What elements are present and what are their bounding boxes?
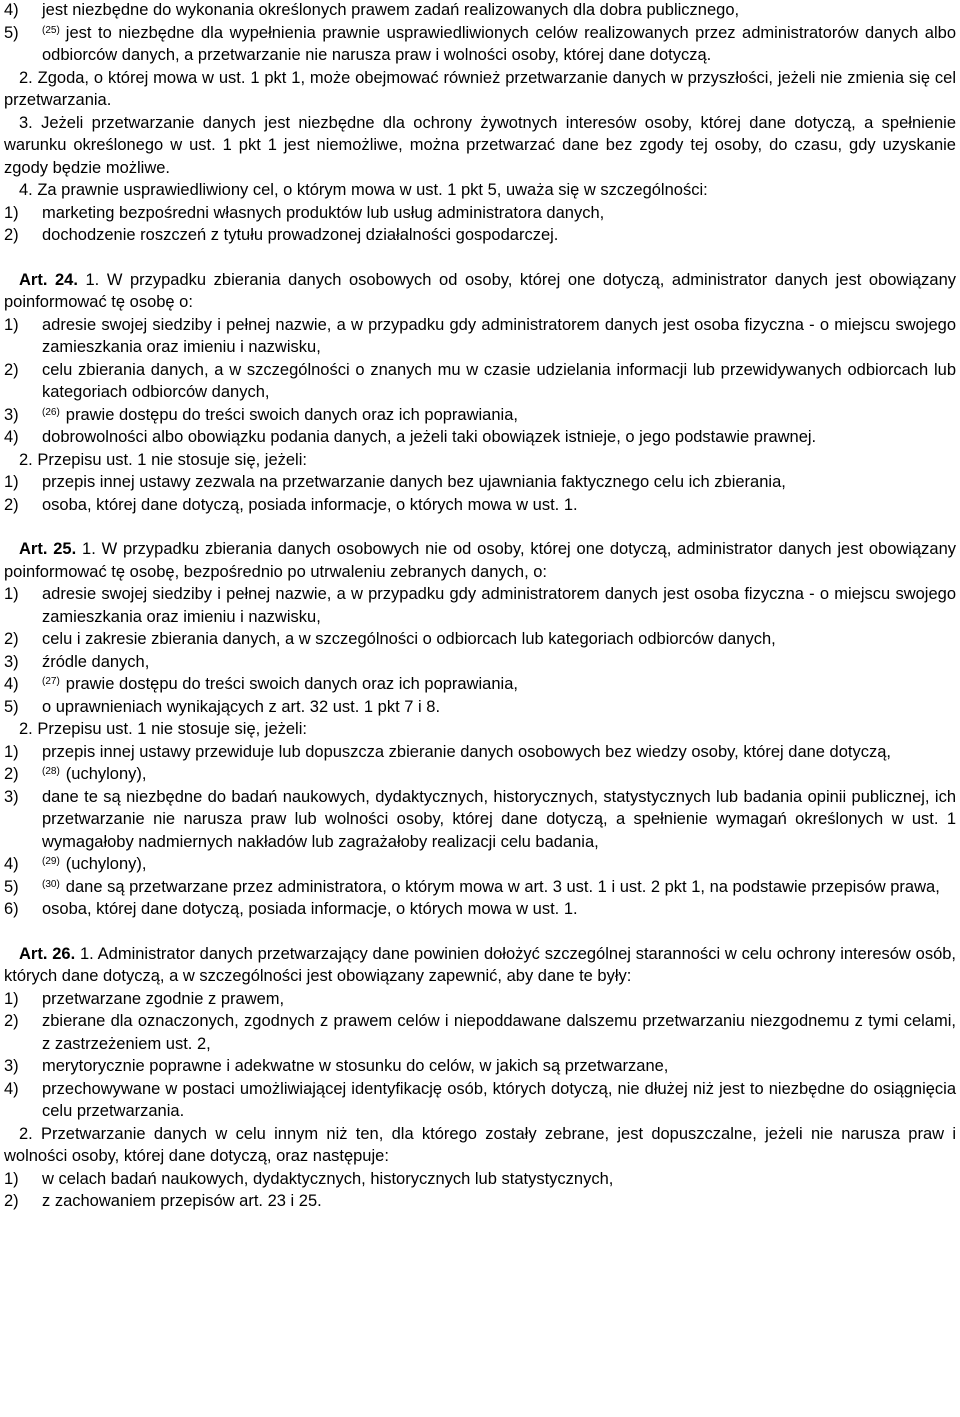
item-number: 1) <box>4 1169 19 1188</box>
item-number: 3) <box>4 652 19 671</box>
list-item <box>4 898 956 921</box>
list-item <box>4 404 956 427</box>
paragraph: 3. Jeżeli przetwarzanie danych jest niezbędne dla ochrony żywotnych interesów osoby, której dane dotyczą, a spełnienie warunku określonego w ust. 1 pkt 1 jest niemożliwe, można przetwarzać dane bez zgody tej osoby, do czasu, gdy uzyskanie zgody będzie możliwe. <box>4 113 956 177</box>
item-number: 1) <box>4 315 19 334</box>
document-page <box>4 0 956 1213</box>
item-text: marketing bezpośredni własnych produktów lub usług administratora danych, <box>42 203 605 222</box>
list-item <box>4 224 956 247</box>
footnote-ref: (29) <box>42 856 60 867</box>
item-text: źródle danych, <box>42 652 150 671</box>
item-number: 5) <box>4 697 19 716</box>
list-item <box>4 741 956 764</box>
item-text: zbierane dla oznaczonych, zgodnych z prawem celów i niepoddawane dalszemu przetwarzaniu niezgodnemu z tymi celami, z zastrzeżeniem ust. 2, <box>42 1012 956 1053</box>
item-text: dochodzenie roszczeń z tytułu prowadzonej działalności gospodarczej. <box>42 226 559 244</box>
list-item <box>4 988 956 1011</box>
item-number: 2) <box>4 360 19 379</box>
footnote-ref: (30) <box>42 878 60 890</box>
article-label: Art. 24. <box>19 270 78 289</box>
item-text: w celach badań naukowych, dydaktycznych, historycznych lub statystycznych, <box>42 1169 614 1188</box>
list-item <box>4 1055 956 1078</box>
item-text: dane te są niezbędne do badań naukowych, dydaktycznych, historycznych, statystycznych lub badania opinii publicznej, ich przetwarzanie nie narusza praw lub wolności osoby, której dane dotyczą, a spełnienie wymagań określonych w ust. 1 wymagałoby nadmiernych nakładów lub zagrażałoby realizacji celu badania, <box>42 787 956 851</box>
item-text: przechowywane w postaci umożliwiającej identyfikację osób, których dotyczą, nie dłużej niż jest to niezbędne do osiągnięcia celu przetwarzania. <box>42 1079 956 1120</box>
list-item <box>4 673 956 696</box>
footnote-ref: (25) <box>42 24 60 36</box>
item-text: przepis innej ustawy przewiduje lub dopuszcza zbieranie danych osobowych bez wiedzy osoby, której dane dotyczą, <box>42 742 892 761</box>
item-text: prawie dostępu do treści swoich danych oraz ich poprawiania, <box>65 405 518 424</box>
article-24-intro <box>4 269 956 314</box>
item-text: celu i zakresie zbierania danych, a w szczególności o odbiorcach lub kategoriach odbiorców danych, <box>42 630 776 648</box>
item-number: 5) <box>4 23 19 42</box>
list-item <box>4 786 956 854</box>
item-text: jest niezbędne do wykonania określonych prawem zadań realizowanych dla dobra publicznego, <box>42 1 740 19</box>
list-item <box>4 876 956 899</box>
list-item <box>4 314 956 359</box>
item-number: 4) <box>4 675 19 693</box>
item-text: prawie dostępu do treści swoich danych oraz ich poprawiania, <box>65 675 518 693</box>
item-number: 4) <box>4 428 19 446</box>
list-item <box>4 202 956 225</box>
item-number: 1) <box>4 585 19 603</box>
paragraph: 4. Za prawnie usprawiedliwiony cel, o którym mowa w ust. 1 pkt 5, uważa się w szczególności: <box>19 181 708 199</box>
item-number: 3) <box>4 787 19 806</box>
list-item <box>4 494 956 517</box>
item-number: 3) <box>4 405 19 424</box>
list-item <box>4 22 956 67</box>
item-text: jest to niezbędne dla wypełnienia prawnie usprawiedliwionych celów realizowanych przez administratorów danych albo odbiorców danych, a przetwarzanie nie narusza praw i wolności osoby, której dane dotyczą. <box>42 23 956 64</box>
item-number: 4) <box>4 855 19 873</box>
list-item <box>4 583 956 628</box>
paragraph: 2. Zgoda, o której mowa w ust. 1 pkt 1, może obejmować również przetwarzanie danych w przyszłości, jeżeli nie zmienia się cel przetwarzania. <box>4 68 956 109</box>
paragraph: 2. Przepisu ust. 1 nie stosuje się, jeżeli: <box>19 720 307 738</box>
article-label: Art. 25. <box>19 540 77 558</box>
item-number: 2) <box>4 630 19 648</box>
article-26-intro <box>4 943 956 988</box>
item-text: przetwarzane zgodnie z prawem, <box>42 989 285 1008</box>
list-item <box>4 1010 956 1055</box>
list-item <box>4 651 956 674</box>
item-number: 2) <box>4 1192 19 1210</box>
paragraph-text: 1. Administrator danych przetwarzający dane powinien dołożyć szczególnej staranności w celu ochrony interesów osób, których dane dotyczą, a w szczególności jest obowiązany zapewnić, aby dane te były: <box>4 944 957 985</box>
item-text: (uchylony), <box>65 855 147 873</box>
item-number: 4) <box>4 1079 19 1098</box>
item-text: z zachowaniem przepisów art. 23 i 25. <box>42 1192 322 1210</box>
footnote-ref: (28) <box>42 766 60 777</box>
list-item <box>4 1078 956 1123</box>
item-text: dane są przetwarzane przez administratora, o którym mowa w art. 3 ust. 1 i ust. 2 pkt 1, na podstawie przepisów prawa, <box>65 877 940 896</box>
list-item <box>4 696 956 719</box>
item-number: 2) <box>4 226 19 244</box>
list-item <box>4 628 956 651</box>
list-item <box>4 853 956 876</box>
item-number: 1) <box>4 989 19 1008</box>
footnote-ref: (26) <box>42 406 60 418</box>
item-number: 3) <box>4 1057 19 1075</box>
item-text: merytorycznie poprawne i adekwatne w stosunku do celów, w jakich są przetwarzane, <box>42 1057 669 1075</box>
paragraph: 2. Przetwarzanie danych w celu innym niż ten, dla którego zostały zebrane, jest dopuszczalne, jeżeli nie narusza praw i wolności osoby, której dane dotyczą, oraz następuje: <box>4 1124 956 1165</box>
paragraph: 2. Przepisu ust. 1 nie stosuje się, jeżeli: <box>19 450 307 469</box>
item-text: celu zbierania danych, a w szczególności o znanych mu w czasie udzielania informacji lub przewidywanych odbiorcach lub kategoriach odbiorców danych, <box>42 360 956 401</box>
item-text: dobrowolności albo obowiązku podania danych, a jeżeli taki obowiązek istnieje, o jego podstawie prawnej. <box>42 428 817 446</box>
paragraph-text: 1. W przypadku zbierania danych osobowych od osoby, której one dotyczą, administrator danych jest obowiązany poinformować tę osobę o: <box>4 270 957 311</box>
list-item <box>4 1190 956 1213</box>
item-number: 2) <box>4 765 19 783</box>
item-number: 2) <box>4 1012 19 1030</box>
item-text: (uchylony), <box>65 765 147 783</box>
item-number: 1) <box>4 742 19 761</box>
list-item <box>4 763 956 786</box>
item-number: 1) <box>4 203 19 222</box>
footnote-ref: (27) <box>42 676 60 687</box>
list-item <box>4 471 956 494</box>
item-number: 1) <box>4 473 19 491</box>
list-item <box>4 359 956 404</box>
item-text: adresie swojej siedziby i pełnej nazwie, a w przypadku gdy administratorem danych jest osoba fizyczna - o miejscu swojego zamieszkania oraz imieniu i nazwisku, <box>42 315 956 356</box>
item-text: adresie swojej siedziby i pełnej nazwie, a w przypadku gdy administratorem danych jest osoba fizyczna - o miejscu swojego zamieszkania oraz imieniu i nazwisku, <box>42 585 956 626</box>
item-text: przepis innej ustawy zezwala na przetwarzanie danych bez ujawniania faktycznego celu ich zbierania, <box>42 473 786 491</box>
article-label: Art. 26. <box>19 944 76 963</box>
item-number: 5) <box>4 877 19 896</box>
list-item <box>4 426 956 449</box>
list-item <box>4 1168 956 1191</box>
item-number: 6) <box>4 900 19 918</box>
paragraph-text: 1. W przypadku zbierania danych osobowych nie od osoby, której one dotyczą, administrator danych jest obowiązany poinformować tę osobę, bezpośrednio po utrwaleniu zebranych danych, o: <box>4 540 957 581</box>
item-text: osoba, której dane dotyczą, posiada informacje, o których mowa w ust. 1. <box>42 900 578 918</box>
item-text: o uprawnieniach wynikających z art. 32 ust. 1 pkt 7 i 8. <box>42 697 441 716</box>
item-number: 2) <box>4 495 19 514</box>
item-text: osoba, której dane dotyczą, posiada informacje, o których mowa w ust. 1. <box>42 495 578 514</box>
item-number: 4) <box>4 1 19 19</box>
article-25-intro <box>4 538 956 583</box>
list-item <box>4 0 956 22</box>
